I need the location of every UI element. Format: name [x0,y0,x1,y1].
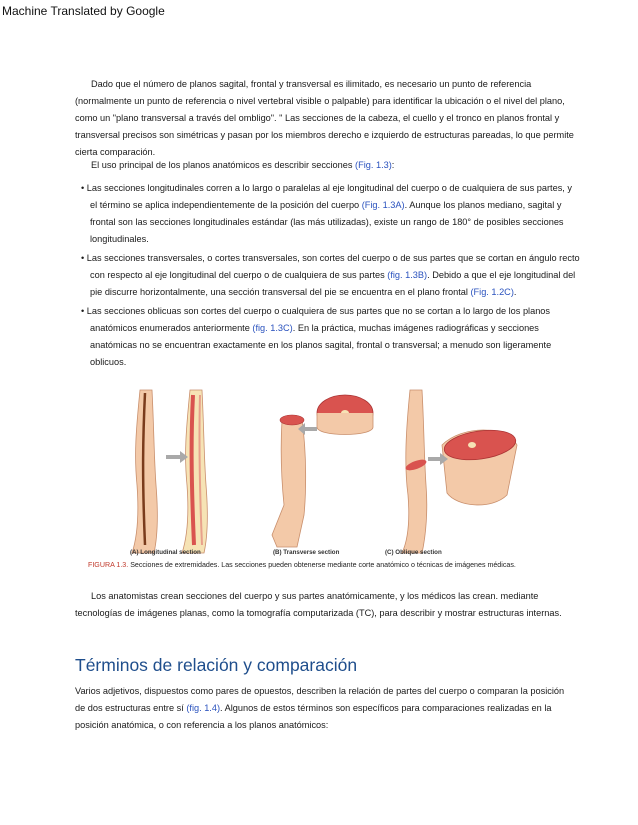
list-item-longitudinal [75,180,580,248]
fig-1-3c-link[interactable]: (fig. 1.3C) [252,323,293,333]
paragraph-reference-planes: Dado que el número de planos sagital, frontal y transversal es ilimitado, es necesario un punto de referencia (normalmente un punto de referencia o nivel vertebral visible o palpable) para identificar la ubicación o el nivel del plano, como un "plano transversal a través del ombligo". " Las secciones de la cabeza, el cuello y el tronco en planos frontal y transversal precisos son simétricas y pasan por los miembros derecho e izquierdo de estructuras pareadas, lo que permite cierta comparación. [75,79,574,157]
fig-1-3-link[interactable]: (Fig. 1.3) [355,160,392,170]
paragraph-relation-terms [75,683,575,734]
list-item-text: Las secciones transversales, o cortes transversales, son cortes del cuerpo o de sus partes que se cortan en ángulo recto con respecto al eje longitudinal del cuerpo o de cualquiera de sus partes [86,253,580,280]
figure-label-a: (A) Longitudinal section [130,549,201,556]
limb-sections-figure [112,385,532,563]
figure-caption-label: FIGURA 1.3. [88,561,129,569]
list-item-text: . Debido a que el eje longitudinal del pie discurre horizontalmente, una sección transversal del pie se encuentra en el plano frontal [90,270,576,297]
section-types-list [75,180,580,371]
list-item-text: . En la práctica, muchas imágenes radiográficas y secciones anatómicas no se encuentran exactamente en los planos sagital, frontal o transversal; a menudo son ligeramente oblicuos. [90,323,552,367]
figure-label-c: (C) Oblique section [385,549,442,556]
longitudinal-leg-illustration [132,390,207,553]
bullet-mark: • [81,183,85,193]
list-item-text: Las secciones longitudinales corren a lo largo o paralelas al eje longitudinal del cuerpo o de cualquiera de sus partes, y el término se aplica independientemente de la posición del cuerpo [86,183,572,210]
list-item-transverse [75,250,580,301]
figure-caption-text: Secciones de extremidades. Las secciones pueden obtenerse mediante corte anatómico o técnicas de imágenes médicas. [128,561,516,569]
list-item-text: . Aunque los planos mediano, sagital y frontal son las secciones longitudinales estándar (las más utilizadas), existe un rango de 180° de posibles secciones longitudinales. [90,200,564,244]
list-item-text: . [513,287,517,297]
paragraph-plane-uses-end: : [391,160,395,170]
fig-1-4-link[interactable]: (fig. 1.4) [186,703,221,713]
paragraph-anatomists: Los anatomistas crean secciones del cuerpo y sus partes anatómicamente, y los médicos las crean. mediante tecnologías de imágenes planas, como la tomografía computarizada (TC), para describir y mostrar estructuras internas. [75,591,562,618]
paragraph-relation-terms-text: Varios adjetivos, dispuestos como pares de opuestos, describen la relación de partes del cuerpo o comparan la posición de dos estructuras entre sí [75,686,565,713]
paragraph-relation-terms-end: . Algunos de estos términos son específicos para comparaciones realizadas en la posición anatómica, o con referencia a los planos anatómicos: [75,703,552,730]
fig-1-2c-link[interactable]: (Fig. 1.2C) [470,287,514,297]
bullet-mark: • [81,253,85,263]
fig-1-3b-link[interactable]: (fig. 1.3B) [387,270,428,280]
translation-banner: Machine Translated by Google [2,4,165,18]
oblique-leg-illustration [402,390,518,553]
section-heading: Términos de relación y comparación [75,655,358,675]
paragraph-plane-uses-text: El uso principal de los planos anatómicos es describir secciones [91,160,356,170]
list-item-oblique [75,303,580,371]
transverse-arm-illustration [272,395,373,547]
list-item-text: Las secciones oblicuas son cortes del cuerpo o cualquiera de sus partes que no se cortan a lo largo de los planos anatómicos enumerados anteriormente [86,306,551,333]
figure-label-b: (B) Transverse section [273,549,340,556]
paragraph-plane-uses [75,157,575,174]
bullet-mark: • [81,306,85,316]
figure-caption [88,561,516,569]
fig-1-3a-link[interactable]: (Fig. 1.3A) [361,200,405,210]
